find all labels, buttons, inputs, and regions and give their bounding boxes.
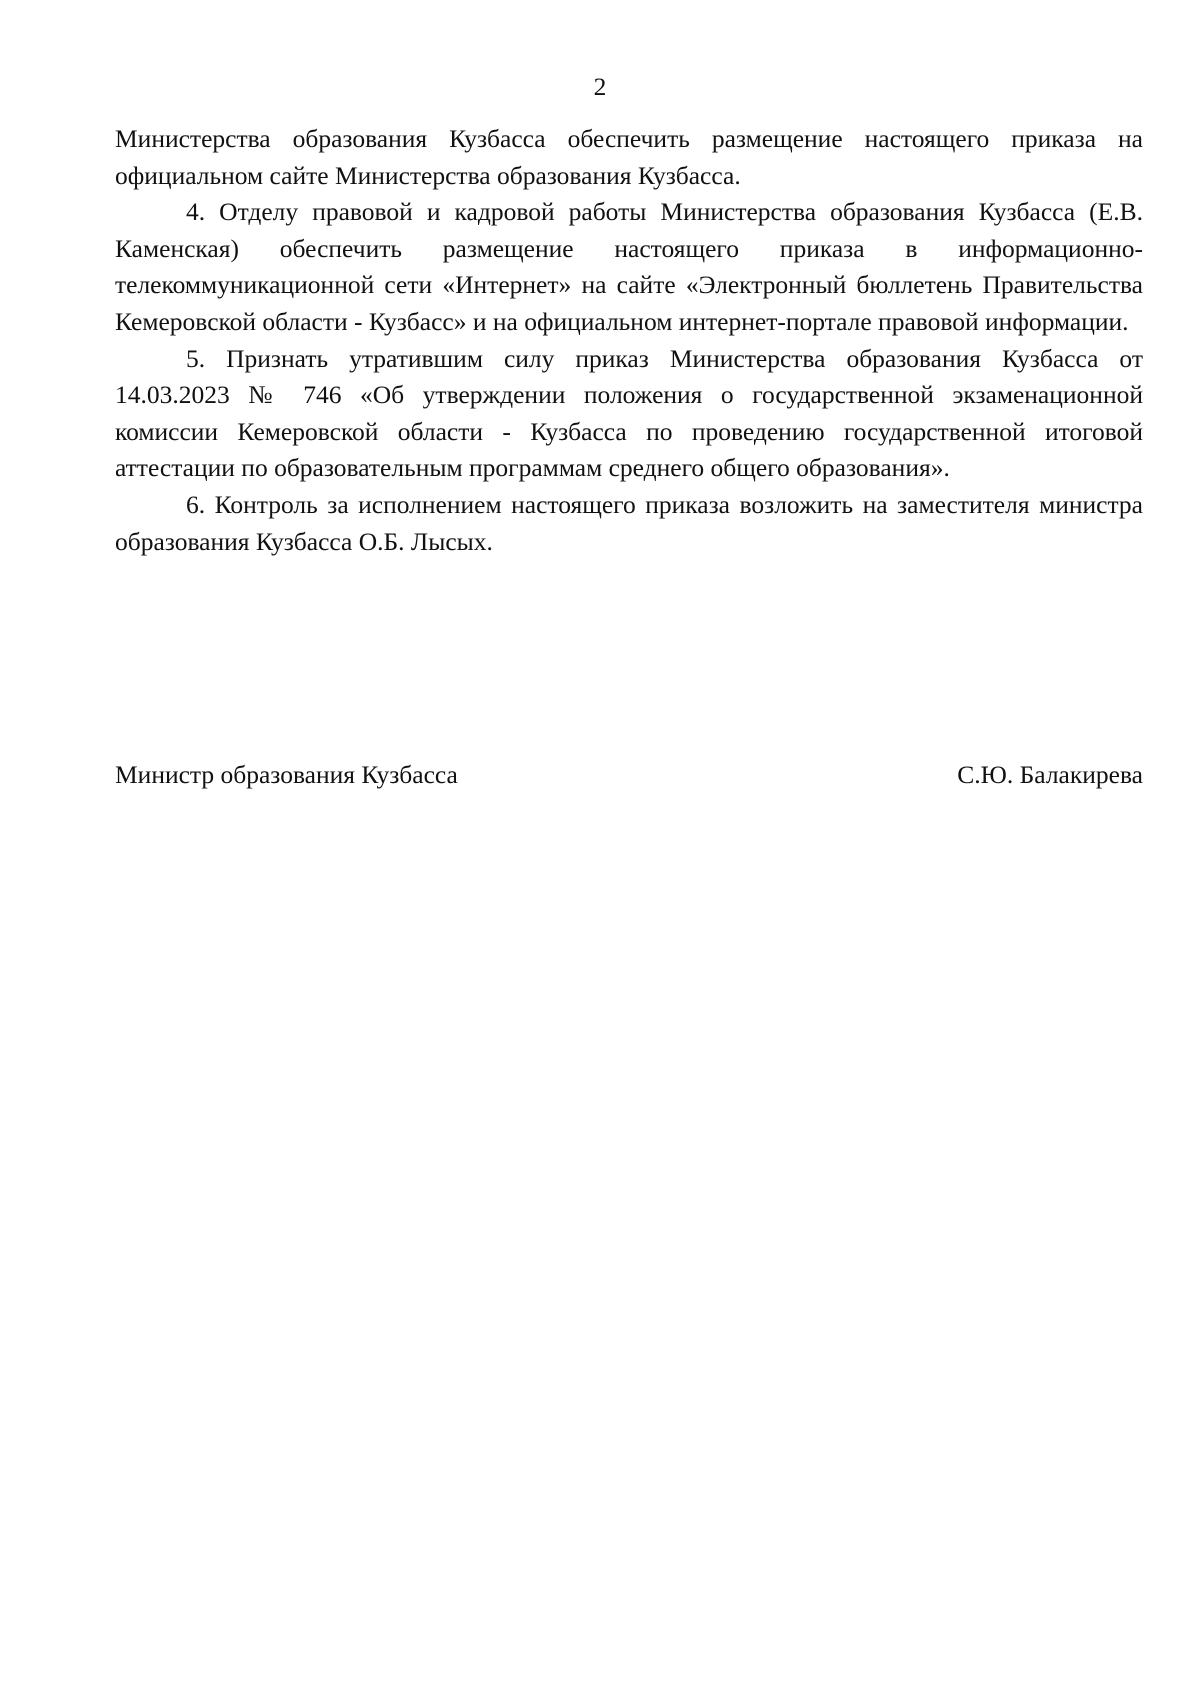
page-number: 2 [593,72,607,101]
document-body [115,121,1143,560]
paragraph-item-5: 5. Признать утратившим силу приказ Министерства образования Кузбасса от 14.03.2023 № 746 «Об утверждении положения о государственной экзаменационной комиссии Кемеровской области - Кузбасса по проведению государственной итоговой аттестации по образовательным программам среднего общего образования». [115,343,1143,483]
signatory-position: Министр образования Кузбасса [115,760,458,789]
signatory-name: С.Ю. Балакирева [957,760,1143,789]
paragraph-item-4: 4. Отделу правовой и кадровой работы Министерства образования Кузбасса (Е.В. Каменская) обеспечить размещение настоящего приказа в информационно-телекоммуникационной сети «Интернет» на сайте «Электронный бюллетень Правительства Кемеровской области - Кузбасс» и на официальном интернет-портале правовой информации. [115,197,1143,336]
paragraph-item-6: 6. Контроль за исполнением настоящего приказа возложить на заместителя министра образования Кузбасса О.Б. Лысых. [115,489,1143,556]
paragraph-continuation: Министерства образования Кузбасса обеспечить размещение настоящего приказа на официальном сайте Министерства образования Кузбасса. [115,124,1143,190]
signature-block [115,757,1143,793]
